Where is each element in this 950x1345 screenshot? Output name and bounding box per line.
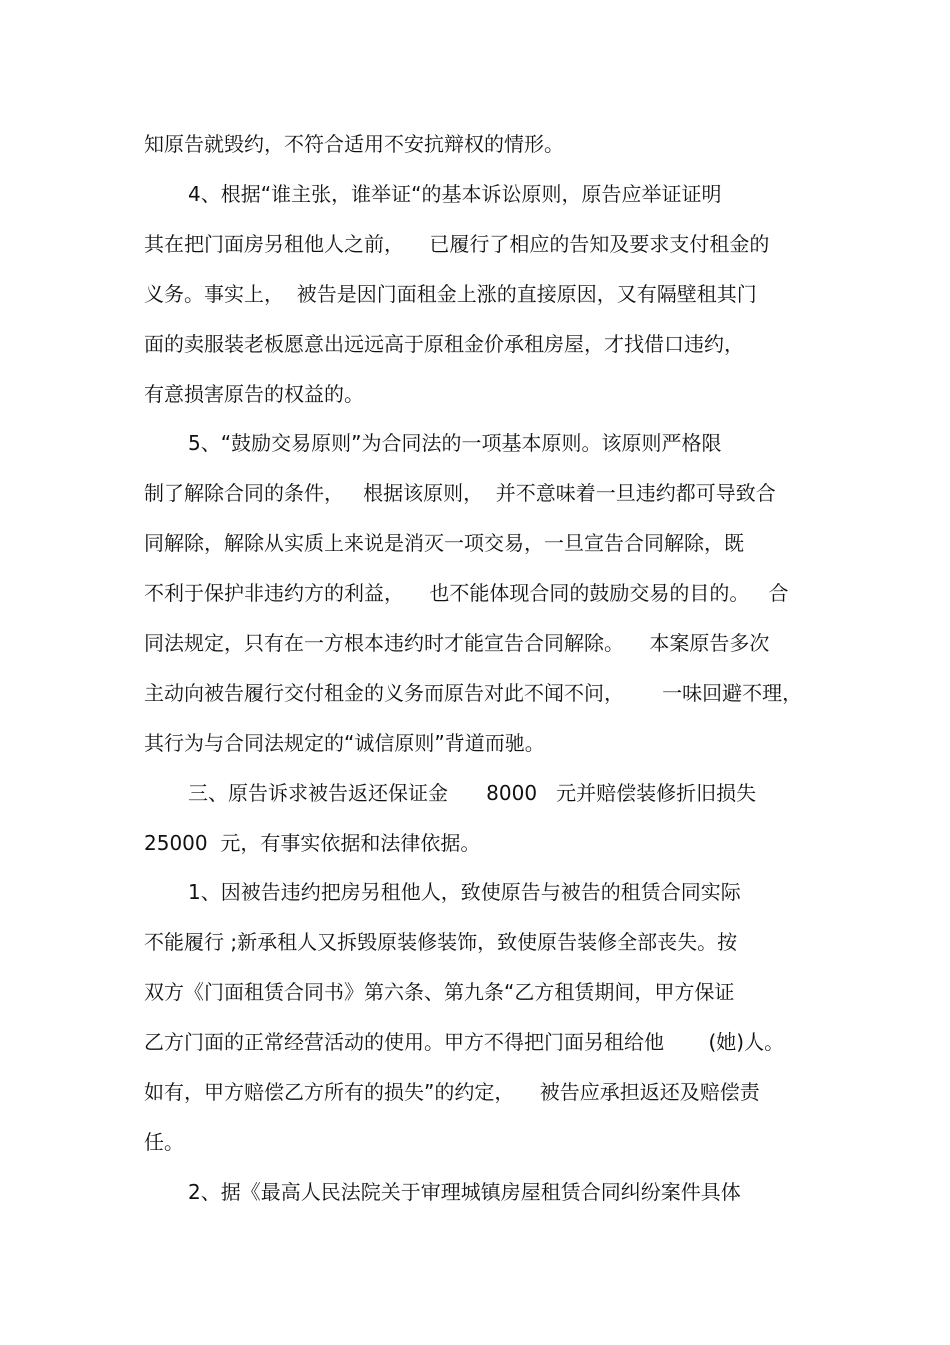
- text-line: 乙方门面的正常经营活动的使用。甲方不得把门面另租给他 (她)人。: [144, 1030, 785, 1054]
- text-line: 如有，甲方赔偿乙方所有的损失”的约定， 被告应承担返还及赔偿责: [144, 1080, 760, 1104]
- text-line: 主动向被告履行交付租金的义务而原告对此不闻不问， 一味回避不理，: [144, 681, 803, 705]
- text-line: 义务。事实上， 被告是因门面租金上涨的直接原因，又有隔壁租其门: [144, 282, 757, 306]
- text-line: 25000 元，有事实依据和法律依据。: [144, 831, 481, 855]
- text-line: 2、据《最高人民法院关于审理城镇房屋租赁合同纠纷案件具体: [188, 1180, 741, 1204]
- text-line: 任。: [144, 1130, 184, 1154]
- text-line: 制了解除合同的条件， 根据该原则， 并不意味着一旦违约都可导致合: [144, 481, 776, 505]
- text-line: 其在把门面房另租他人之前， 已履行了相应的告知及要求支付租金的: [144, 232, 770, 256]
- text-line: 三、原告诉求被告返还保证金 8000 元并赔偿装修折旧损失: [188, 781, 757, 805]
- text-line: 5、“鼓励交易原则”为合同法的一项基本原则。该原则严格限: [188, 431, 722, 455]
- text-line: 面的卖服装老板愿意出远远高于原租金价承租房屋，才找借口违约，: [144, 332, 744, 356]
- text-line: 4、根据“谁主张，谁举证“的基本诉讼原则，原告应举证证明: [188, 182, 722, 206]
- text-line: 不能履行 ;新承租人又拆毁原装修装饰，致使原告装修全部丧失。按: [144, 930, 738, 954]
- text-line: 知原告就毁约，不符合适用不安抗辩权的情形。: [144, 132, 564, 156]
- text-line: 同法规定，只有在一方根本违约时才能宣告合同解除。 本案原告多次: [144, 631, 770, 655]
- text-line: 其行为与合同法规定的“诚信原则”背道而驰。: [144, 731, 545, 755]
- text-line: 有意损害原告的权益的。: [144, 382, 364, 406]
- text-line: 不利于保护非违约方的利益， 也不能体现合同的鼓励交易的目的。 合: [144, 581, 789, 605]
- text-line: 同解除，解除从实质上来说是消灭一项交易，一旦宣告合同解除，既: [144, 531, 744, 555]
- text-line: 1、因被告违约把房另租他人，致使原告与被告的租赁合同实际: [188, 880, 741, 904]
- text-line: 双方《门面租赁合同书》第六条、第九条“乙方租赁期间，甲方保证: [144, 980, 735, 1004]
